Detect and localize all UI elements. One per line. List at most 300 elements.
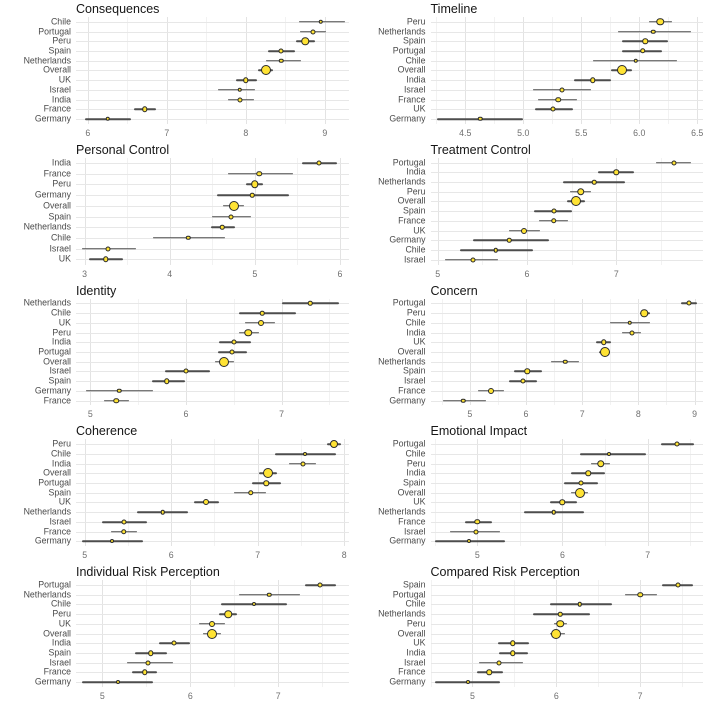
country-label: Spain: [403, 366, 426, 377]
x-tick-label: 5.0: [517, 127, 530, 138]
chart-panel-personal-control: [0, 141, 355, 282]
y-axis-labels: [0, 439, 76, 546]
estimate-dot: [628, 321, 633, 326]
error-bar: [239, 312, 296, 314]
country-label: UK: [413, 497, 426, 508]
country-label: Peru: [52, 608, 71, 619]
x-tick-label: 9: [692, 409, 698, 420]
country-label: Portugal: [38, 477, 71, 488]
country-label: France: [43, 168, 71, 179]
y-axis-labels: [355, 580, 431, 687]
estimate-dot: [651, 29, 656, 34]
plot-area: [431, 299, 704, 406]
row-gridline: [76, 51, 349, 52]
row-gridline: [76, 512, 349, 513]
country-label: Peru: [52, 327, 71, 338]
estimate-dot: [486, 670, 492, 676]
row-gridline: [431, 391, 704, 392]
country-label: UK: [58, 497, 71, 508]
row-gridline: [431, 313, 704, 314]
x-axis: [76, 265, 349, 282]
estimate-dot: [244, 329, 252, 337]
country-label: Spain: [48, 487, 71, 498]
x-tick-label: 5: [467, 409, 473, 420]
estimate-dot: [629, 330, 634, 335]
row-gridline: [431, 454, 704, 455]
row-gridline: [431, 70, 704, 71]
x-tick-label: 5: [252, 268, 258, 279]
country-label: France: [398, 516, 426, 527]
estimate-dot: [551, 629, 561, 639]
row-gridline: [76, 206, 349, 207]
x-tick-label: 3: [82, 268, 87, 279]
estimate-dot: [229, 201, 239, 211]
estimate-dot: [231, 340, 236, 345]
country-label: Chile: [405, 55, 426, 66]
chart-panel-consequences: [0, 0, 355, 141]
estimate-dot: [551, 209, 556, 214]
row-gridline: [76, 604, 349, 605]
country-label: Portugal: [392, 157, 426, 168]
country-label: Spain: [403, 579, 426, 590]
estimate-dot: [116, 680, 120, 684]
country-label: Israel: [403, 375, 426, 386]
estimate-dot: [301, 38, 309, 46]
country-label: UK: [58, 253, 71, 264]
plot-area: [431, 580, 704, 687]
estimate-dot: [146, 660, 151, 665]
estimate-dot: [675, 442, 680, 447]
country-label: Overall: [43, 64, 71, 75]
x-axis: [431, 687, 704, 704]
estimate-dot: [229, 349, 234, 354]
estimate-dot: [686, 301, 691, 306]
estimate-dot: [209, 621, 215, 627]
chart-title: Personal Control: [76, 142, 170, 157]
country-label: Germany: [34, 189, 71, 200]
country-label: Israel: [49, 366, 71, 377]
x-tick-label: 5: [469, 691, 475, 701]
x-tick-label: 6: [553, 691, 559, 701]
x-tick-label: 4: [167, 268, 173, 279]
x-tick-label: 8: [341, 550, 347, 561]
estimate-dot: [228, 214, 233, 219]
estimate-dot: [640, 309, 648, 317]
estimate-dot: [300, 461, 305, 466]
country-label: Overall: [397, 64, 426, 75]
x-tick-label: 6.5: [691, 127, 704, 138]
country-label: India: [51, 458, 71, 469]
country-label: Chile: [405, 244, 426, 255]
country-label: Spain: [48, 211, 71, 222]
country-label: Overall: [397, 628, 426, 639]
estimate-dot: [186, 236, 191, 241]
country-label: UK: [58, 618, 71, 629]
estimate-dot: [121, 519, 126, 524]
row-gridline: [431, 371, 704, 372]
estimate-dot: [558, 612, 563, 617]
chart-title: Coherence: [76, 424, 138, 439]
estimate-dot: [497, 660, 502, 665]
estimate-dot: [614, 170, 620, 176]
country-label: Portugal: [38, 26, 71, 37]
chart-body: [355, 580, 704, 687]
chart-panel-emotional-impact: [355, 422, 709, 563]
estimate-dot: [467, 539, 471, 543]
row-gridline: [431, 595, 704, 596]
x-tick-label: 7: [579, 409, 585, 420]
country-label: India: [406, 74, 426, 85]
chart-body: [0, 17, 349, 124]
estimate-dot: [617, 65, 627, 75]
estimate-dot: [279, 58, 284, 63]
x-tick-label: 6.0: [633, 127, 646, 138]
estimate-dot: [585, 471, 591, 477]
row-gridline: [431, 342, 704, 343]
country-label: Peru: [406, 458, 426, 469]
country-label: Chile: [405, 448, 426, 459]
country-label: France: [398, 667, 426, 678]
x-tick-label: 5: [87, 409, 93, 420]
row-gridline: [431, 333, 704, 334]
country-label: Portugal: [38, 346, 71, 357]
x-tick-label: 4.5: [459, 127, 472, 138]
estimate-dot: [172, 641, 177, 646]
estimate-dot: [316, 161, 321, 166]
x-tick-label: 5.5: [575, 127, 588, 138]
chart-panel-concern: [355, 282, 709, 423]
country-label: Peru: [406, 618, 426, 629]
country-label: France: [398, 385, 426, 396]
plot-area: [431, 17, 704, 124]
country-label: Chile: [50, 232, 71, 243]
row-gridline: [431, 653, 704, 654]
row-gridline: [431, 172, 704, 173]
estimate-dot: [592, 180, 597, 185]
x-tick-label: 8: [243, 127, 249, 138]
estimate-dot: [203, 499, 209, 505]
chart-panel-individual-risk-perception: [0, 563, 355, 704]
country-label: Netherlands: [23, 55, 71, 66]
estimate-dot: [557, 620, 565, 628]
x-tick-label: 7: [645, 550, 651, 561]
country-label: Portugal: [392, 45, 426, 56]
country-label: Germany: [34, 385, 71, 396]
y-axis-labels: [355, 439, 431, 546]
country-label: India: [51, 94, 71, 105]
x-tick-label: 7: [613, 268, 619, 279]
row-gridline: [431, 352, 704, 353]
country-label: Peru: [52, 438, 71, 449]
estimate-dot: [220, 225, 225, 230]
x-tick-label: 6: [523, 409, 529, 420]
estimate-dot: [263, 468, 273, 478]
country-label: Spain: [48, 375, 71, 386]
estimate-dot: [471, 257, 476, 262]
country-label: UK: [413, 225, 426, 236]
estimate-dot: [575, 488, 585, 498]
plot-area: [76, 580, 349, 687]
x-tick-label: 9: [322, 127, 328, 138]
x-tick-label: 8: [635, 409, 641, 420]
estimate-dot: [113, 398, 119, 404]
country-label: Overall: [43, 200, 71, 211]
plot-area: [431, 158, 704, 265]
estimate-dot: [640, 48, 646, 54]
country-label: Germany: [389, 535, 426, 546]
row-gridline: [431, 323, 704, 324]
estimate-dot: [510, 650, 516, 656]
country-label: Peru: [406, 307, 426, 318]
estimate-dot: [597, 460, 605, 468]
estimate-dot: [237, 97, 242, 102]
chart-panel-timeline: [355, 0, 709, 141]
row-gridline: [76, 313, 349, 314]
x-tick-label: 6: [183, 409, 189, 420]
estimate-dot: [224, 610, 232, 618]
estimate-dot: [319, 20, 324, 25]
country-label: India: [51, 336, 71, 347]
country-label: Chile: [50, 307, 71, 318]
row-gridline: [76, 333, 349, 334]
chart-panel-coherence: [0, 422, 355, 563]
chart-body: [355, 17, 704, 124]
chart-title: Timeline: [430, 2, 478, 16]
country-label: Chile: [405, 317, 426, 328]
estimate-dot: [310, 29, 315, 34]
estimate-dot: [251, 181, 259, 189]
y-axis-labels: [355, 158, 431, 265]
estimate-dot: [560, 500, 566, 506]
country-label: Spain: [403, 205, 426, 216]
row-gridline: [76, 653, 349, 654]
estimate-dot: [103, 257, 109, 263]
country-label: Germany: [389, 113, 426, 124]
country-label: Spain: [403, 477, 426, 488]
plot-area: [76, 17, 349, 124]
estimate-dot: [590, 77, 596, 83]
row-gridline: [76, 109, 349, 110]
estimate-dot: [237, 88, 242, 93]
country-label: UK: [58, 317, 71, 328]
estimate-dot: [264, 480, 270, 486]
estimate-dot: [671, 160, 676, 165]
row-gridline: [76, 342, 349, 343]
chart-body: [355, 299, 704, 406]
chart-body: [355, 439, 704, 546]
x-axis: [76, 546, 349, 563]
row-gridline: [431, 493, 704, 494]
chart-title: Concern: [430, 283, 478, 298]
x-tick-label: 5: [99, 691, 105, 701]
country-label: Overall: [43, 356, 71, 367]
y-axis-labels: [0, 580, 76, 687]
row-gridline: [431, 663, 704, 664]
y-axis-labels: [355, 299, 431, 406]
country-label: India: [406, 327, 426, 338]
country-label: Chile: [50, 448, 71, 459]
estimate-dot: [110, 539, 114, 543]
country-label: Chile: [50, 599, 71, 610]
x-tick-label: 7: [279, 409, 285, 420]
row-gridline: [431, 381, 704, 382]
chart-title: Consequences: [76, 2, 160, 16]
country-label: Chile: [50, 16, 71, 27]
country-label: Israel: [49, 243, 71, 254]
country-label: UK: [58, 74, 71, 85]
row-gridline: [76, 595, 349, 596]
x-tick-label: 5: [435, 268, 441, 279]
country-label: France: [398, 215, 426, 226]
country-label: Netherlands: [23, 298, 71, 309]
country-label: Overall: [43, 628, 71, 639]
row-gridline: [76, 80, 349, 81]
country-label: Germany: [389, 234, 426, 245]
estimate-dot: [105, 117, 110, 122]
estimate-dot: [675, 583, 680, 588]
country-label: Israel: [403, 254, 426, 265]
estimate-dot: [318, 583, 323, 588]
chart-body: [0, 580, 349, 687]
estimate-dot: [579, 481, 584, 486]
row-gridline: [76, 643, 349, 644]
estimate-dot: [551, 218, 557, 224]
country-label: Israel: [403, 526, 426, 537]
estimate-dot: [601, 340, 607, 346]
chart-title: Treatment Control: [430, 142, 531, 157]
x-tick-label: 7: [275, 691, 281, 701]
country-label: UK: [413, 336, 426, 347]
row-gridline: [76, 70, 349, 71]
row-gridline: [431, 672, 704, 673]
estimate-dot: [243, 77, 249, 83]
plot-area: [76, 299, 349, 406]
estimate-dot: [117, 389, 122, 394]
country-label: Netherlands: [378, 26, 426, 37]
estimate-dot: [521, 379, 526, 384]
x-axis: [431, 546, 704, 563]
row-gridline: [431, 240, 704, 241]
country-label: Chile: [405, 599, 426, 610]
country-label: France: [43, 395, 71, 406]
row-gridline: [76, 381, 349, 382]
row-gridline: [431, 634, 704, 635]
country-label: India: [406, 467, 426, 478]
country-label: Portugal: [38, 579, 71, 590]
estimate-dot: [475, 519, 481, 525]
row-gridline: [76, 362, 349, 363]
x-tick-label: 6: [337, 268, 343, 279]
country-label: Overall: [397, 487, 426, 498]
country-label: Spain: [48, 45, 71, 56]
estimate-dot: [559, 87, 564, 92]
chart-panel-compared-risk-perception: [355, 563, 709, 704]
row-gridline: [76, 614, 349, 615]
country-label: Peru: [406, 16, 426, 27]
row-gridline: [76, 90, 349, 91]
country-label: Overall: [397, 346, 426, 357]
estimate-dot: [121, 529, 127, 535]
country-label: India: [406, 647, 426, 658]
estimate-dot: [219, 357, 229, 367]
row-gridline: [431, 192, 704, 193]
country-label: Overall: [43, 467, 71, 478]
estimate-dot: [600, 347, 610, 357]
row-gridline: [431, 231, 704, 232]
x-tick-label: 6: [168, 550, 174, 561]
country-label: Israel: [403, 657, 426, 668]
estimate-dot: [551, 107, 556, 112]
estimate-dot: [552, 510, 557, 515]
error-bar: [580, 453, 646, 455]
estimate-dot: [642, 39, 648, 45]
x-tick-label: 6: [187, 691, 193, 701]
estimate-dot: [105, 246, 110, 251]
estimate-dot: [142, 670, 148, 676]
row-gridline: [431, 473, 704, 474]
x-tick-label: 5: [474, 550, 480, 561]
estimate-dot: [308, 301, 313, 306]
chart-title: Individual Risk Perception: [76, 565, 220, 580]
plot-area: [431, 439, 704, 546]
country-label: Peru: [52, 179, 71, 190]
country-label: Israel: [49, 657, 71, 668]
country-label: France: [43, 103, 71, 114]
row-gridline: [76, 100, 349, 101]
estimate-dot: [577, 602, 582, 607]
row-gridline: [431, 80, 704, 81]
x-axis: [76, 687, 349, 704]
y-axis-labels: [0, 158, 76, 265]
x-tick-label: 7: [637, 691, 643, 701]
estimate-dot: [656, 18, 664, 26]
country-label: Netherlands: [23, 589, 71, 600]
row-gridline: [76, 371, 349, 372]
country-label: Spain: [403, 35, 426, 46]
estimate-dot: [267, 593, 272, 598]
country-label: France: [43, 667, 71, 678]
row-gridline: [76, 444, 349, 445]
country-label: Netherlands: [23, 221, 71, 232]
country-label: France: [43, 526, 71, 537]
country-label: India: [51, 157, 71, 168]
x-tick-label: 7: [164, 127, 170, 138]
estimate-dot: [555, 97, 561, 103]
estimate-dot: [524, 369, 530, 375]
row-gridline: [76, 672, 349, 673]
row-gridline: [431, 303, 704, 304]
country-label: UK: [413, 103, 426, 114]
row-gridline: [76, 184, 349, 185]
country-label: France: [398, 94, 426, 105]
x-tick-label: 7: [255, 550, 261, 561]
x-tick-label: 6: [85, 127, 91, 138]
country-label: UK: [413, 637, 426, 648]
row-gridline: [76, 663, 349, 664]
estimate-dot: [507, 238, 512, 243]
x-axis: [76, 124, 349, 141]
row-gridline: [76, 493, 349, 494]
chart-title: Compared Risk Perception: [430, 565, 580, 580]
country-label: Portugal: [392, 438, 426, 449]
estimate-dot: [256, 171, 262, 177]
country-label: Spain: [48, 647, 71, 658]
row-gridline: [76, 473, 349, 474]
country-label: Portugal: [392, 589, 426, 600]
country-label: Germany: [389, 395, 426, 406]
estimate-dot: [160, 510, 165, 515]
country-label: Peru: [52, 35, 71, 46]
